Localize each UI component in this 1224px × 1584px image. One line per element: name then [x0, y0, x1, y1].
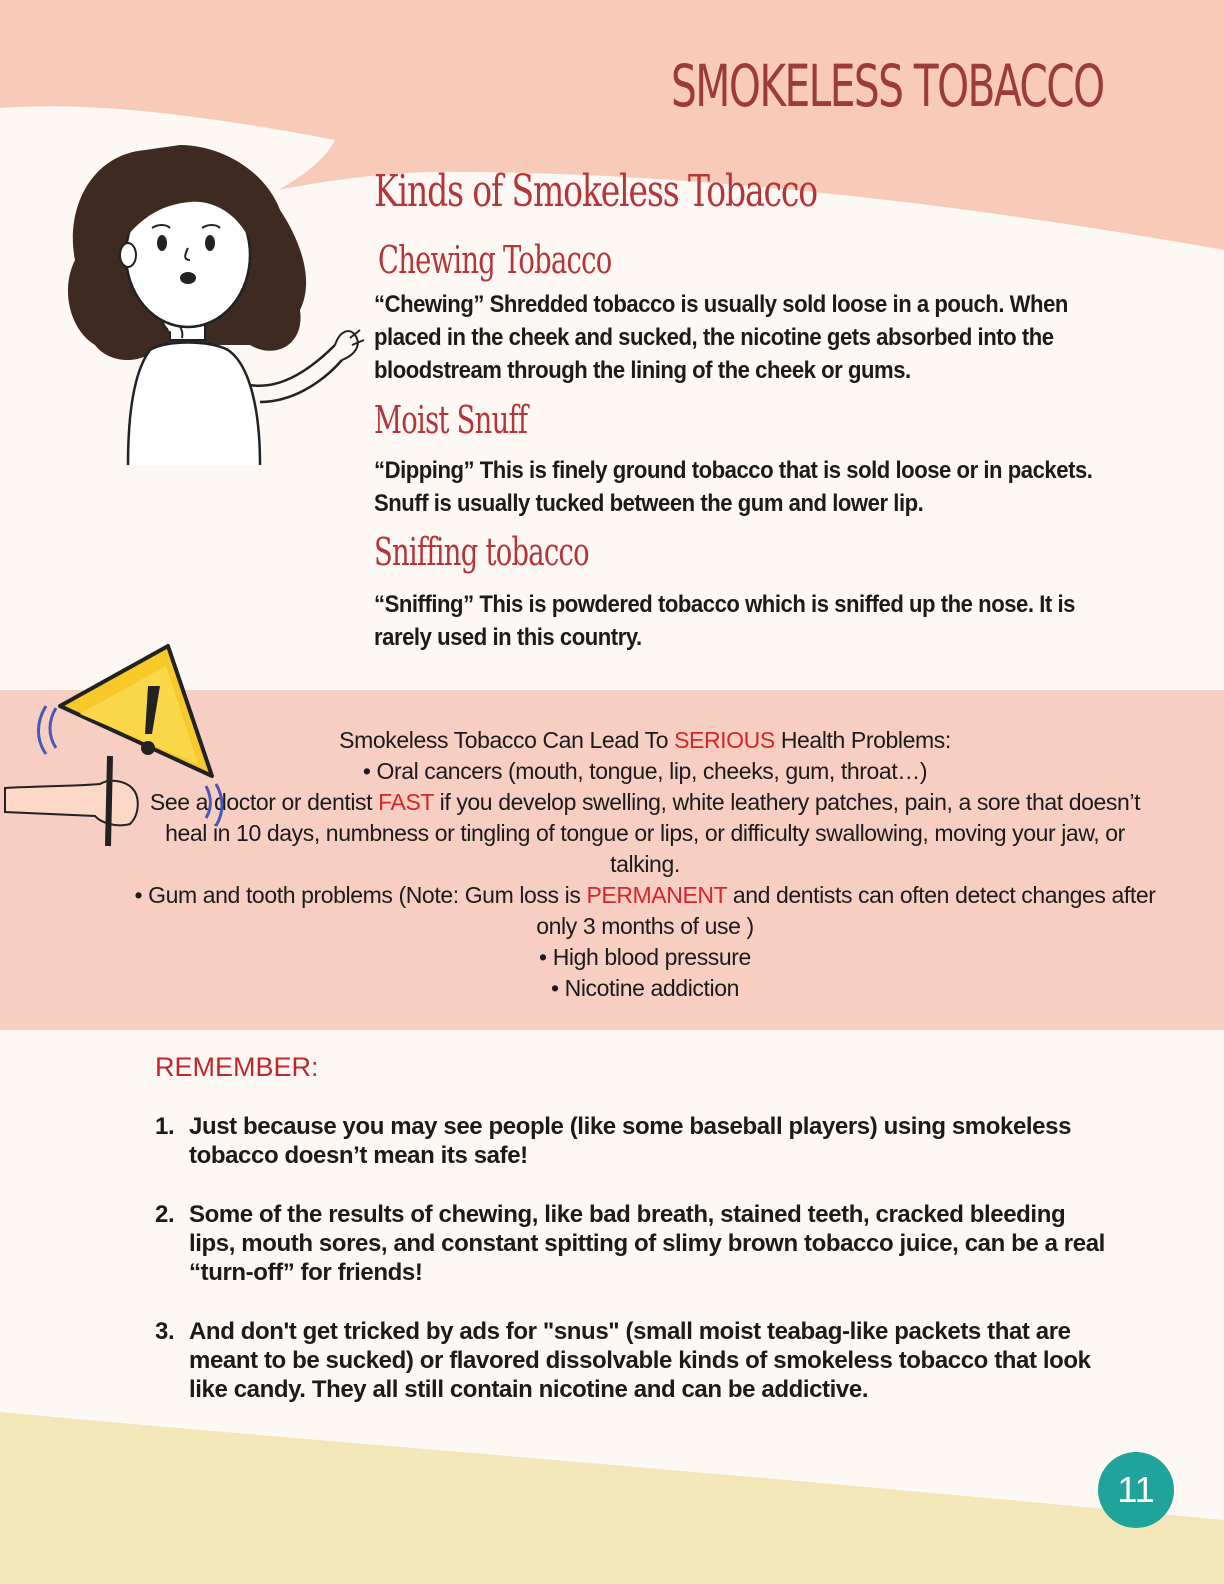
footer-wave	[0, 1412, 1224, 1584]
remember-heading: REMEMBER:	[155, 1052, 319, 1082]
chewing-text: “Chewing” Shredded tobacco is usually sold loose in a pouch. When placed in the cheek and sucked, the nicotine gets absorbed into the bloodstream through the lining of the cheek or gums.	[374, 291, 1068, 384]
remember-list	[155, 1112, 1105, 1434]
warning-sign-illustration	[0, 636, 240, 856]
bullet-blood-pressure: • High blood pressure	[539, 944, 751, 970]
bullet-nicotine: • Nicotine addiction	[551, 975, 739, 1001]
fast-emphasis: FAST	[378, 789, 434, 815]
moist-snuff-heading: Moist Snuff	[374, 398, 528, 442]
list-item: 1. Just because you may see people (like some baseball players) using smokeless tobacco doesn’t mean its safe!	[155, 1113, 1072, 1169]
hand-arm	[5, 781, 138, 826]
bullet-gum-tooth: • Gum and tooth problems (Note: Gum loss is PERMANENT and dentists can often detect changes after only 3 months of use )	[134, 882, 1156, 939]
permanent-emphasis: PERMANENT	[586, 882, 727, 908]
warning-intro: Smokeless Tobacco Can Lead To SERIOUS Health Problems:	[339, 727, 951, 753]
bullet-oral-cancers: • Oral cancers (mouth, tongue, lip, cheeks, gum, throat…)	[362, 758, 928, 784]
sniffing-text: “Sniffing” This is powdered tobacco which is sniffed up the nose. It is rarely used in this country.	[374, 591, 1075, 651]
sniffing-heading: Sniffing tobacco	[374, 530, 589, 574]
moist-snuff-text: “Dipping” This is finely ground tobacco that is sold loose or in packets. Snuff is usually tucked between the gum and lower lip.	[374, 457, 1093, 517]
page-number-badge: 11	[1098, 1452, 1174, 1528]
see-doctor-text: See a doctor or dentist FAST if you develop swelling, white leathery patches, pain, a sore that doesn’t heal in 10 days, numbness or tingling of tongue or lips, or difficulty swallowing, moving your jaw, or talking.	[149, 789, 1141, 877]
list-item: 3. And don't get tricked by ads for "snus" (small moist teabag-like packets that are meant to be sucked) or flavored dissolvable kinds of smokeless tobacco that look like candy. They all still contain nicotine and can be addictive.	[155, 1318, 1091, 1403]
page-title: SMOKELESS TOBACCO	[671, 52, 1104, 120]
woman-illustration	[50, 140, 370, 470]
chewing-heading: Chewing Tobacco	[378, 238, 612, 282]
serious-emphasis: SERIOUS	[674, 727, 775, 753]
kinds-heading: Kinds of Smokeless Tobacco	[374, 166, 818, 217]
health-warning	[130, 725, 1160, 1004]
list-item: 2. Some of the results of chewing, like bad breath, stained teeth, cracked bleeding lips, mouth sores, and constant spitting of slimy brown tobacco juice, can be a real “turn-off” for friends!	[155, 1201, 1105, 1286]
